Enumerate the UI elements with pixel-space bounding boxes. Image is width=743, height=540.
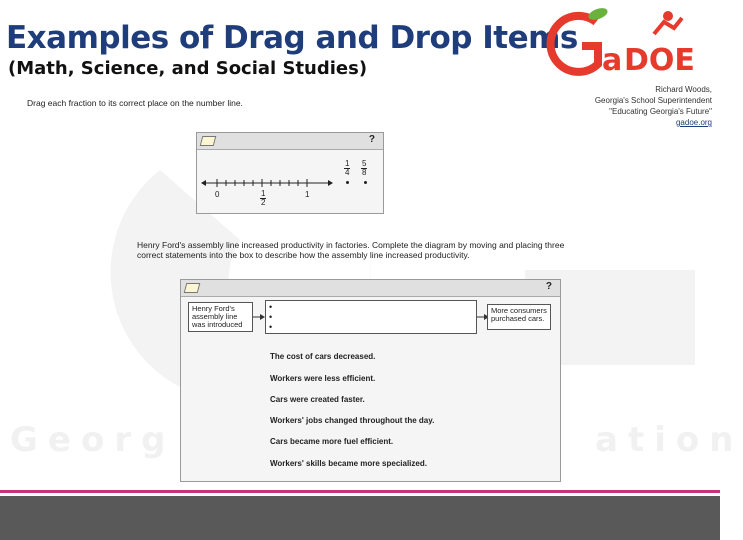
watermark-text-left: Georg: [10, 420, 176, 460]
svg-text:DOE: DOE: [624, 43, 695, 78]
credits-motto: "Educating Georgia's Future": [609, 107, 712, 116]
fraction-tile[interactable]: [361, 160, 367, 177]
draggable-statement[interactable]: Cars became more fuel efficient.: [270, 437, 394, 446]
effect-box: More consumers purchased cars.: [487, 304, 551, 330]
fraction-numerator: 5: [362, 159, 367, 168]
eraser-icon[interactable]: [184, 283, 201, 293]
cause-box: Henry Ford's assembly line was introduced: [188, 302, 253, 332]
page-subtitle: (Math, Science, and Social Studies): [8, 58, 368, 79]
fraction-numerator: 1: [345, 159, 350, 168]
credits-link[interactable]: gadoe.org: [675, 118, 712, 127]
credits-role: Georgia's School Superintendent: [594, 96, 712, 105]
drop-slot-bullet: •: [269, 302, 273, 312]
page-title: Examples of Drag and Drop Items: [6, 20, 578, 56]
drop-zone-box[interactable]: [265, 300, 477, 334]
draggable-statement[interactable]: Workers were less efficient.: [270, 374, 376, 383]
credits-name: Richard Woods,: [655, 85, 712, 94]
drag-handle-dot[interactable]: [346, 181, 349, 184]
fraction-denominator: 8: [362, 168, 367, 177]
item2-instruction: Henry Ford's assembly line increased productivity in factories. Complete the diagram by moving and placing three correct statements into the box to describe how the assembly line increased productivity.: [137, 240, 565, 260]
tick-label-zero: 0: [215, 190, 220, 199]
footer-accent-line: [0, 490, 720, 493]
draggable-statement[interactable]: Cars were created faster.: [270, 395, 365, 404]
item1-instruction: Drag each fraction to its correct place on the number line.: [27, 98, 243, 108]
fraction-tile[interactable]: [344, 160, 350, 177]
tick-half-denominator: 2: [261, 198, 266, 207]
draggable-statement[interactable]: The cost of cars decreased.: [270, 352, 376, 361]
tick-label-half: [260, 190, 266, 207]
item1-toolbar: [197, 133, 383, 150]
item1-panel: [196, 132, 384, 214]
tick-label-one: 1: [305, 190, 310, 199]
help-icon[interactable]: ?: [545, 281, 552, 292]
eraser-icon[interactable]: [200, 136, 217, 146]
svg-text:a: a: [602, 43, 623, 78]
arrow-icon: [253, 313, 265, 321]
number-line: [201, 176, 333, 190]
draggable-statement[interactable]: Workers' skills became more specialized.: [270, 459, 427, 468]
credits: [512, 84, 712, 128]
tick-half-numerator: 1: [261, 189, 266, 198]
watermark-text-right: ation: [595, 420, 743, 460]
footer-bar: [0, 496, 720, 540]
draggable-statement[interactable]: Workers' jobs changed throughout the day.: [270, 416, 435, 425]
drop-slot-bullet: •: [269, 312, 273, 322]
help-icon[interactable]: ?: [368, 134, 375, 145]
fraction-denominator: 4: [345, 168, 350, 177]
drag-handle-dot[interactable]: [364, 181, 367, 184]
gadoe-logo: [548, 4, 718, 80]
item2-toolbar: [181, 280, 560, 297]
drop-slot-bullet: •: [269, 322, 273, 332]
